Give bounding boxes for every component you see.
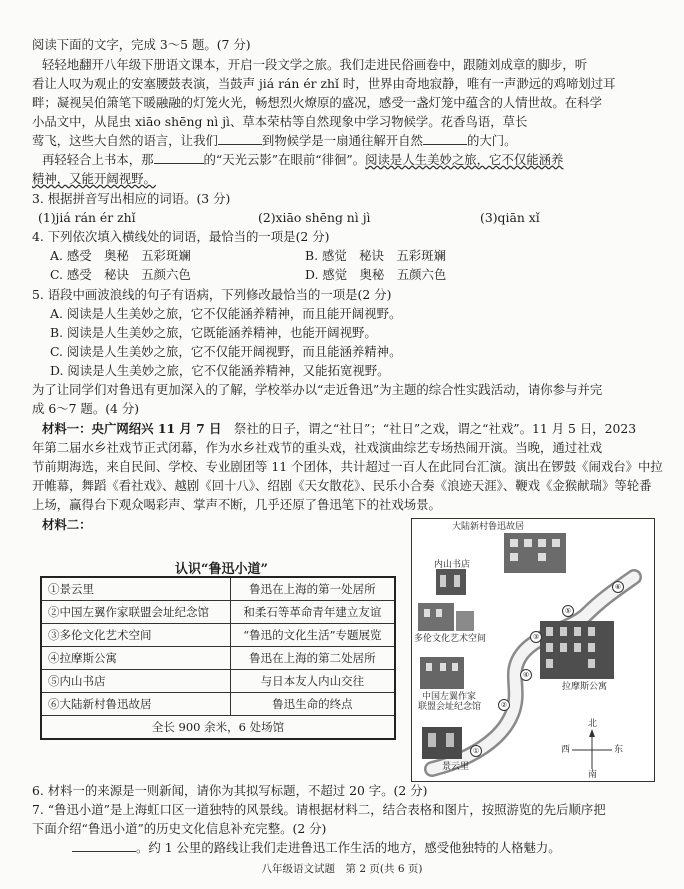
activity-intro: 成 6～7 题。(4 分) (32, 401, 140, 416)
question-5: 5. 语段中画波浪线的句子有语病，下列修改最恰当的一项是(2 分) (32, 287, 392, 302)
passage-line: 小品文中，从昆虫 xiāo shēng nì jì、草本荣枯等自然现象中学习物候学。花香鸟语，草长 (32, 114, 528, 129)
q5-option-b: B. 阅读是人生美妙之旅，它既能涵养精神，也能开阔视野。 (50, 325, 377, 340)
wavy-sentence: 阅读是人生美妙之旅，它不仅能涵养 (365, 152, 564, 167)
material-one-line: 上场，赢得台下观众喝彩声、掌声不断，几乎还原了鲁迅笔下的社戏场景。 (32, 497, 441, 512)
material-two-label: 材料二： (42, 517, 92, 532)
page-footer: 八年级语文试题 第 2 页(共 6 页) (261, 863, 423, 875)
map-marker: ① (470, 745, 482, 757)
table-row (41, 624, 395, 647)
map-marker: ④ (520, 669, 532, 681)
q4-option-a: A. 感受 奥秘 五彩斑斓 (50, 248, 191, 263)
table-cell-info: 和柔石等革命青年建立友谊 (230, 601, 395, 624)
compass-north: 北 (588, 719, 598, 729)
compass-south: 南 (588, 770, 598, 780)
text-segment: 。约 1 公里的路线让我们走进鲁迅工作生活的地方，感受他独特的人格魅力。 (136, 840, 561, 855)
table-cell-place: ①景云里 (41, 577, 230, 601)
table-row (41, 670, 395, 693)
q3-item-2: (2)xiāo shēng nì jì (258, 210, 371, 225)
compass-east: 东 (614, 745, 624, 755)
question-7-line: 下面介绍“鲁迅小道”的历史文化信息补充完整。(2 分) (32, 821, 327, 836)
q4-option-c: C. 感受 秘诀 五颜六色 (50, 267, 191, 282)
compass-icon (572, 729, 612, 769)
building-duolun-space (418, 603, 474, 631)
text-segment: 到物候学是一扇通往解开自然 (261, 133, 423, 148)
question-7-answer-line (72, 839, 561, 857)
text-segment: 再轻轻合上书本，那 (42, 152, 154, 167)
table-cell-place: ③多伦文化艺术空间 (41, 624, 230, 647)
passage-line (42, 151, 563, 169)
passage-line: 看让人叹为观止的安塞腰鼓表演，当鼓声 jiá rán ér zhǐ 时，世界由奇地寂静，唯有一声渺远的鸡啼划过耳 (32, 76, 616, 91)
map-label: 内山书店 (434, 560, 471, 570)
table-cell-place: ⑤内山书店 (41, 670, 230, 693)
q5-option-a: A. 阅读是人生美妙之旅，它不仅能涵养精神，而且能开阔视野。 (50, 306, 402, 321)
trail-map (411, 518, 655, 782)
map-graphic (412, 519, 654, 781)
material-label: 材料一：央广网绍兴 11 月 7 日 (42, 421, 222, 436)
text-segment: 祭社的日子，谓之“社日”；“社日”之戏，谓之“社戏”。11 月 5 日，2023 (233, 421, 637, 436)
material-one (42, 420, 636, 438)
table-cell-info: 鲁迅生命的终点 (230, 693, 395, 716)
blank-line (423, 132, 467, 145)
question-4: 4. 下列依次填入横线处的词语，最恰当的一项是(2 分) (32, 229, 330, 244)
q3-item-1: (1)jiá rán ér zhǐ (38, 210, 136, 225)
text-segment: 的大门。 (466, 133, 517, 148)
table-cell-info: 鲁迅在上海的第二处居所 (230, 647, 395, 670)
table-row (41, 693, 395, 716)
map-label: 大陆新村鲁迅故居 (452, 522, 525, 532)
blank-line (154, 151, 204, 164)
blank-line (218, 132, 262, 145)
building-luxun-residence (504, 533, 566, 573)
map-label: 联盟会址纪念馆 (418, 702, 482, 712)
map-marker: ③ (530, 631, 542, 643)
activity-intro: 为了让同学们对鲁迅有更加深入的了解，学校举办以“走近鲁迅”为主题的综合性实践活动，请你参与并完 (32, 382, 603, 397)
table-row (41, 601, 395, 624)
q4-option-d: D. 感觉 奥秘 五颜六色 (305, 267, 447, 282)
question-6: 6. 材料一的来源是一则新闻，请你为其拟写标题，不超过 20 字。(2 分) (32, 783, 428, 798)
map-label: 中国左翼作家 (422, 692, 477, 702)
map-marker: ② (498, 699, 510, 711)
table-row (41, 577, 395, 601)
passage-line: 畔；凝视吴伯箫笔下暖融融的灯笼火光，畅想烈火燎原的盛况，感受一盏灯笼中蕴含的人情世故。在科学 (32, 95, 602, 110)
table-cell-place: ④拉摩斯公寓 (41, 647, 230, 670)
q4-option-b: B. 感觉 秘诀 五彩斑斓 (305, 248, 446, 263)
map-marker: ⑤ (562, 605, 574, 617)
table-footer-row (41, 716, 395, 740)
passage-line (32, 132, 517, 150)
map-label: 多伦文化艺术空间 (414, 634, 487, 644)
compass-west: 西 (561, 745, 571, 755)
table-title: 认识“鲁迅小道” (175, 562, 268, 577)
building-lamos-apartment (540, 621, 614, 679)
building-jingyunli (422, 727, 462, 759)
blank-line (72, 839, 136, 852)
table-row (41, 647, 395, 670)
material-one-line: 年第二届水乡社戏节正式闭幕，作为水乡社戏节的重头戏，社戏演曲综艺专场热闹开演。当晚，通过社戏 (32, 440, 602, 455)
text-segment: 的“天光云影”在眼前“徘徊”。 (203, 152, 366, 167)
building-neishan-bookstore (436, 569, 466, 595)
question-7: 7. “鲁迅小道”是上海虹口区一道独特的风景线。请根据材料二，结合表格和图片，按照游览的先后顺序把 (32, 802, 606, 817)
table-footer: 全长 900 余米，6 处场馆 (41, 716, 395, 740)
text-segment: 莺飞，这些大自然的语言，让我们 (32, 133, 218, 148)
q5-option-d: D. 阅读是人生美妙之旅，它不仅能涵养精神，又能拓宽视野。 (50, 363, 390, 378)
map-marker: ⑥ (612, 581, 624, 593)
material-one-line: 开帷幕，舞蹈《看社戏》、越剧《回十八》、绍剧《天女散花》、民乐小合奏《浪迹天涯》、鞭戏《金猴献瑞》等轮番 (32, 478, 652, 493)
passage-line (32, 170, 156, 188)
map-label: 景云里 (442, 762, 470, 772)
q3-item-3: (3)qiān xǐ (480, 210, 540, 225)
table-cell-info: 鲁迅在上海的第一处居所 (230, 577, 395, 601)
map-label: 拉摩斯公寓 (562, 682, 608, 692)
table-cell-info: “鲁迅的文化生活”专题展览 (230, 624, 395, 647)
table-cell-info: 与日本友人内山交往 (230, 670, 395, 693)
building-league-memorial (420, 657, 464, 689)
passage-line: 轻轻地翻开八年级下册语文课本，开启一段文学之旅。我们走进民俗画卷中，跟随刘成章的脚步，听 (42, 57, 588, 72)
question-3: 3. 根据拼音写出相应的词语。(3 分) (32, 191, 231, 206)
q5-option-c: C. 阅读是人生美妙之旅，它不仅能开阔视野，而且能涵养精神。 (50, 344, 402, 359)
wavy-sentence: 精神，又能开阔视野。 (32, 171, 156, 186)
passage-heading: 阅读下面的文字，完成 3～5 题。(7 分) (32, 37, 251, 52)
table-cell-place: ②中国左翼作家联盟会址纪念馆 (41, 601, 230, 624)
table-cell-place: ⑥大陆新村鲁迅故居 (41, 693, 230, 716)
luxun-trail-table (40, 576, 396, 740)
material-one-line: 节前期海选，来自民间、学校、专业剧团等 11 个团体，共计超过一百人在此同台汇演。演出在锣鼓《闹戏台》中拉 (32, 459, 663, 474)
